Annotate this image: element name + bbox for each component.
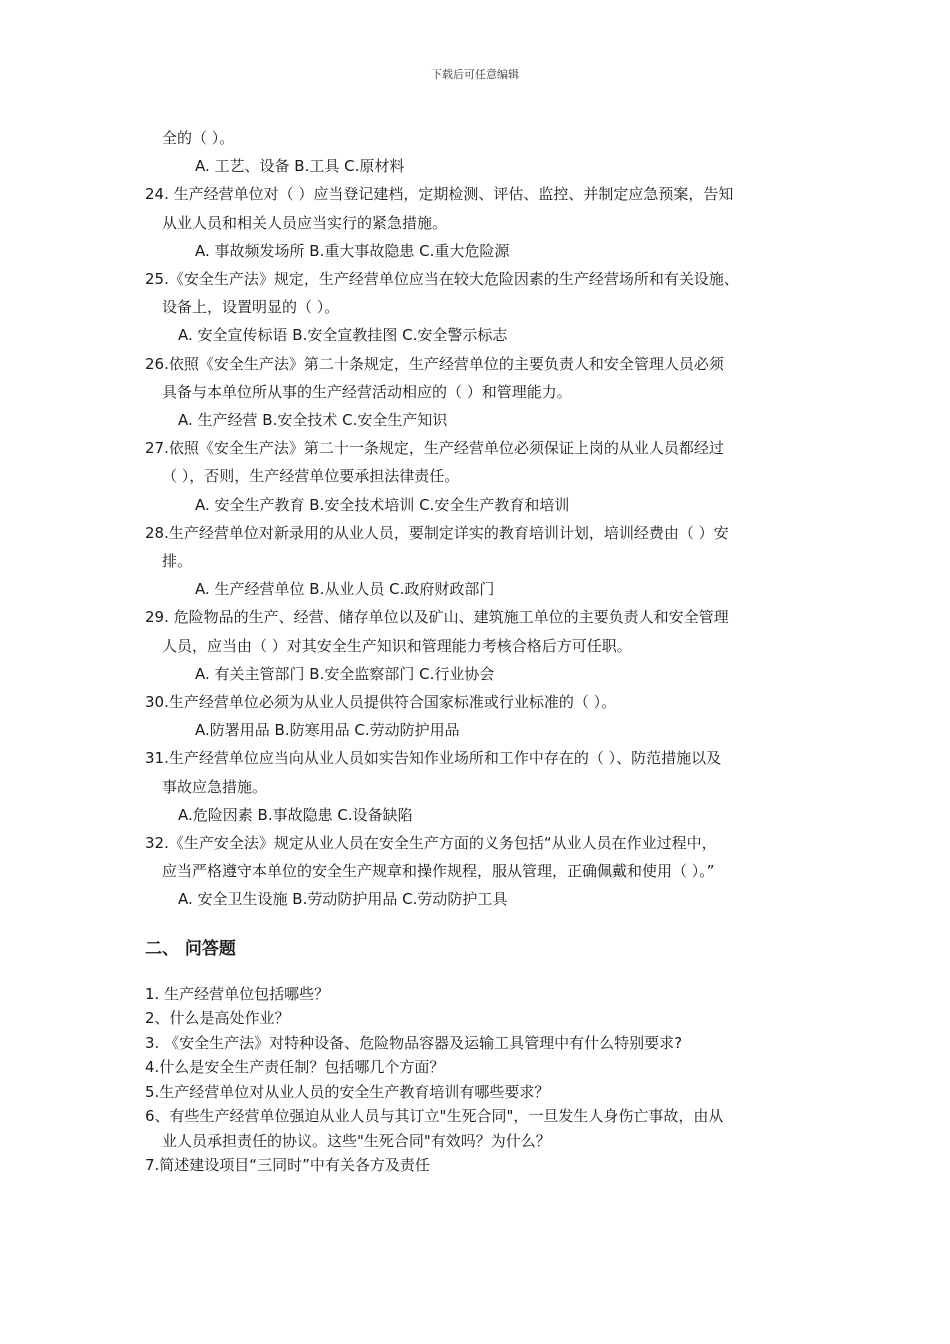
question-32-options: A. 安全卫生设施 B.劳动防护用品 C.劳动防护工具: [178, 890, 508, 909]
question-31-cont: 事故应急措施。: [162, 777, 268, 796]
question-26-options: A. 生产经营 B.安全技术 C.安全生产知识: [178, 411, 448, 430]
question-29-cont: 人员，应当由（ ）对其安全生产知识和管理能力考核合格后方可任职。: [162, 636, 632, 655]
question-30-options: A.防署用品 B.防寒用品 C.劳动防护用品: [195, 721, 460, 740]
question-23-tail: 全的（ ）。: [162, 129, 235, 147]
section-2-title: 二、 问答题: [145, 938, 236, 959]
question-27: 27.依照《安全生产法》第二十一条规定，生产经营单位必须保证上岗的从业人员都经过: [145, 439, 724, 458]
question-26-cont: 具备与本单位所从事的生产经营活动相应的（ ）和管理能力。: [162, 382, 572, 401]
question-28-cont: 排。: [162, 552, 193, 571]
question-27-options: A. 安全生产教育 B.安全技术培训 C.安全生产教育和培训: [195, 495, 570, 514]
question-25-options: A. 安全宣传标语 B.安全宣教挂图 C.安全警示标志: [178, 326, 508, 345]
question-23-options: A. 工艺、设备 B.工具 C.原材料: [195, 157, 405, 176]
qa-item: 6、有些生产经营单位强迫从业人员与其订立"生死合同"，一旦发生人身伤亡事故，由从: [145, 1107, 724, 1126]
document-body: [145, 124, 825, 1178]
question-29-options: A. 有关主管部门 B.安全监察部门 C.行业协会: [195, 664, 495, 683]
question-25: 25.《安全生产法》规定，生产经营单位应当在较大危险因素的生产经营场所和有关设施、: [145, 270, 739, 289]
question-29: 29. 危险物品的生产、经营、储存单位以及矿山、建筑施工单位的主要负责人和安全管理: [145, 608, 729, 627]
question-28: 28.生产经营单位对新录用的从业人员，要制定详实的教育培训计划，培训经费由（ ）安: [145, 523, 729, 542]
qa-list: [145, 982, 825, 1178]
question-31-options: A.危险因素 B.事故隐患 C.设备缺陷: [178, 805, 413, 824]
question-27-cont: （ ），否则，生产经营单位要承担法律责任。: [162, 467, 460, 486]
qa-item: 2、什么是高处作业？: [145, 1009, 290, 1028]
question-31: 31.生产经营单位应当向从业人员如实告知作业场所和工作中存在的（ ）、防范措施以及: [145, 749, 722, 768]
question-25-cont: 设备上，设置明显的（ ）。: [162, 298, 340, 317]
qa-item: 7.简述建设项目“三同时”中有关各方及责任: [145, 1156, 430, 1175]
question-26: 26.依照《安全生产法》第二十条规定，生产经营单位的主要负责人和安全管理人员必须: [145, 354, 724, 373]
question-28-options: A. 生产经营单位 B.从业人员 C.政府财政部门: [195, 580, 495, 599]
question-24-options: A. 事故频发场所 B.重大事故隐患 C.重大危险源: [195, 241, 510, 260]
qa-item-cont: 业人员承担责任的协议。这些"生死合同"有效吗？为什么？: [162, 1131, 551, 1150]
qa-item: 4.什么是安全生产责任制？包括哪几个方面？: [145, 1058, 445, 1077]
question-32: 32.《生产安全法》规定从业人员在安全生产方面的义务包括“从业人员在作业过程中，: [145, 834, 717, 853]
qa-item: 5.生产经营单位对从业人员的安全生产教育培训有哪些要求？: [145, 1082, 550, 1101]
question-24-cont: 从业人员和相关人员应当实行的紧急措施。: [162, 213, 448, 232]
qa-item: 3. 《安全生产法》对特种设备、危险物品容器及运输工具管理中有什么特别要求?: [145, 1033, 683, 1052]
page-header: 下载后可任意编辑: [431, 68, 519, 81]
qa-item: 1. 生产经营单位包括哪些？: [145, 984, 330, 1003]
question-32-cont: 应当严格遵守本单位的安全生产规章和操作规程，服从管理，正确佩戴和使用（ ）。”: [162, 862, 715, 881]
question-24: 24. 生产经营单位对（ ）应当登记建档，定期检测、评估、监控、并制定应急预案，告知: [145, 185, 734, 204]
question-30: 30.生产经营单位必须为从业人员提供符合国家标准或行业标准的（ ）。: [145, 693, 617, 712]
